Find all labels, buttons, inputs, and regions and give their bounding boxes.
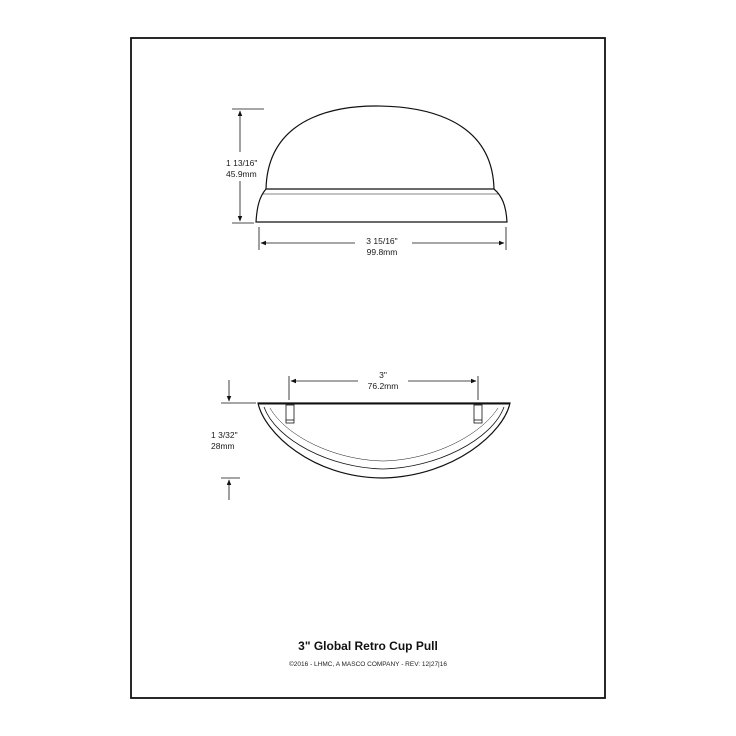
drawing-title: 3" Global Retro Cup Pull: [298, 639, 438, 653]
mounting-post-right: [474, 405, 482, 423]
front-view-drawing: [256, 106, 507, 222]
front-width-imperial: 3 15/16": [366, 236, 398, 246]
front-width-label: [346, 236, 418, 258]
front-height-imperial: 1 13/16": [226, 158, 258, 168]
top-center-label: [347, 370, 419, 392]
top-projection-metric: 28mm: [211, 441, 235, 451]
top-projection-label: [211, 430, 238, 452]
top-view-drawing: [258, 403, 510, 478]
mounting-post-left: [286, 405, 294, 423]
top-view-inner-edge: [264, 407, 504, 469]
top-projection-imperial: 1 3/32": [211, 430, 238, 440]
front-view-dome: [266, 106, 494, 189]
front-width-metric: 99.8mm: [366, 247, 398, 257]
front-height-metric: 45.9mm: [226, 169, 257, 179]
top-view-outer-edge: [258, 403, 510, 478]
sheet-border: [131, 38, 605, 698]
top-center-imperial: 3": [379, 370, 387, 380]
front-height-label: [226, 158, 257, 180]
copyright-footer: ©2016 - LHMC, A MASCO COMPANY - REV: 12|27|16: [289, 661, 447, 668]
top-center-metric: 76.2mm: [367, 381, 399, 391]
top-view-inner-lip: [270, 408, 498, 461]
